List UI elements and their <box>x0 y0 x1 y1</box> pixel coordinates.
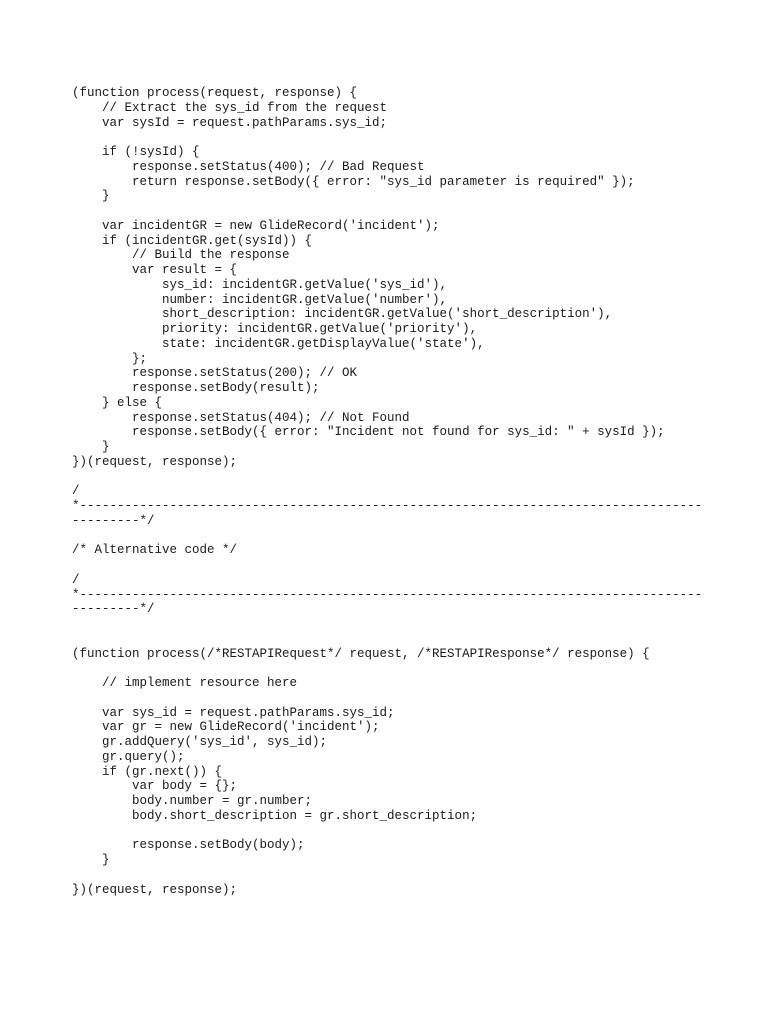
code-line <box>72 558 712 573</box>
code-line <box>72 868 712 883</box>
code-line: var incidentGR = new GlideRecord('incident'); <box>72 218 440 233</box>
code-line: priority: incidentGR.getValue('priority'), <box>72 322 478 336</box>
code-line <box>72 204 712 219</box>
code-line <box>72 529 712 544</box>
code-line: body.number = gr.number; <box>72 794 313 808</box>
code-line: (function process(request, response) { <box>72 86 358 100</box>
code-line: }; <box>72 351 148 366</box>
code-line: var gr = new GlideRecord('incident'); <box>72 720 380 735</box>
code-line: response.setStatus(400); // Bad Request <box>72 159 425 174</box>
code-line <box>72 824 712 839</box>
code-line: response.setStatus(200); // OK <box>72 366 358 381</box>
code-line: response.setBody(body); <box>72 838 305 853</box>
code-line <box>72 691 712 706</box>
code-line: *----------------------------------------------------------------------------------- <box>72 587 703 602</box>
code-line: var sysId = request.pathParams.sys_id; <box>72 115 388 130</box>
code-line: (function process(/*RESTAPIRequest*/ request, /*RESTAPIResponse*/ response) { <box>72 646 650 661</box>
code-block <box>72 86 712 897</box>
code-line <box>72 130 712 145</box>
code-line: // implement resource here <box>72 676 298 690</box>
code-line: } <box>72 440 110 454</box>
code-line: if (!sysId) { <box>72 145 200 159</box>
code-line: / <box>72 484 80 499</box>
code-line: state: incidentGR.getDisplayValue('state'), <box>72 336 485 351</box>
code-line <box>72 470 712 485</box>
code-line: ---------*/ <box>72 602 155 617</box>
code-line: } <box>72 189 110 204</box>
code-line: response.setBody({ error: "Incident not found for sys_id: " + sysId }); <box>72 425 665 440</box>
code-line: / <box>72 572 80 587</box>
code-line: *----------------------------------------------------------------------------------- <box>72 499 703 513</box>
code-line <box>72 632 712 647</box>
code-line: response.setBody(result); <box>72 381 320 395</box>
code-line <box>72 661 712 676</box>
code-line: number: incidentGR.getValue('number'), <box>72 292 448 307</box>
code-line <box>72 617 712 632</box>
code-line: } <box>72 853 110 867</box>
code-line: body.short_description = gr.short_description; <box>72 808 478 823</box>
code-line: })(request, response); <box>72 882 238 897</box>
code-line: gr.addQuery('sys_id', sys_id); <box>72 735 328 749</box>
code-line: return response.setBody({ error: "sys_id parameter is required" }); <box>72 174 635 189</box>
code-line: // Extract the sys_id from the request <box>72 100 388 115</box>
code-line: })(request, response); <box>72 454 238 469</box>
code-line: response.setStatus(404); // Not Found <box>72 410 410 425</box>
code-line: /* Alternative code */ <box>72 543 238 558</box>
code-line: sys_id: incidentGR.getValue('sys_id'), <box>72 277 448 292</box>
code-line: // Build the response <box>72 248 290 263</box>
code-line: short_description: incidentGR.getValue('short_description'), <box>72 307 613 322</box>
code-line: gr.query(); <box>72 749 185 764</box>
code-line: var body = {}; <box>72 779 238 794</box>
code-line: var sys_id = request.pathParams.sys_id; <box>72 705 395 720</box>
code-line: var result = { <box>72 263 238 277</box>
code-line: ---------*/ <box>72 513 155 528</box>
code-line: } else { <box>72 395 163 410</box>
code-line: if (gr.next()) { <box>72 764 223 779</box>
code-line: if (incidentGR.get(sysId)) { <box>72 233 313 248</box>
